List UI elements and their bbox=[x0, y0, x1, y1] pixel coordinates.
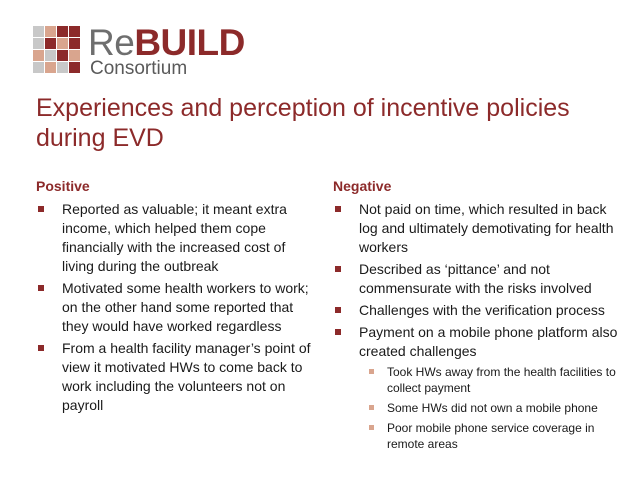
list-item bbox=[333, 200, 628, 257]
sub-list-item-text: Poor mobile phone service coverage in remote areas bbox=[387, 421, 595, 451]
list-item bbox=[36, 279, 314, 336]
sub-list-item bbox=[359, 420, 628, 452]
slide-title: Experiences and perception of incentive policies during EVD bbox=[36, 94, 570, 152]
logo-re: Re bbox=[88, 22, 135, 63]
positive-list bbox=[36, 200, 314, 415]
list-item-text: Reported as valuable; it meant extra income, which helped them cope financially with the increased cost of living during the outbreak bbox=[62, 201, 287, 274]
list-item bbox=[36, 200, 314, 276]
sub-list-item-text: Some HWs did not own a mobile phone bbox=[387, 401, 598, 415]
square-bullet-icon bbox=[335, 307, 341, 313]
square-bullet-icon bbox=[38, 345, 44, 351]
sub-list bbox=[359, 364, 628, 452]
sub-list-item-text: Took HWs away from the health facilities to collect payment bbox=[387, 365, 616, 395]
negative-heading: Negative bbox=[333, 178, 392, 194]
logo-build: BUILD bbox=[134, 22, 245, 63]
list-item bbox=[36, 339, 314, 415]
negative-list bbox=[333, 200, 628, 452]
list-item bbox=[333, 323, 628, 452]
positive-heading: Positive bbox=[36, 178, 90, 194]
list-item-text: Not paid on time, which resulted in back log and ultimately demotivating for health workers bbox=[359, 201, 614, 255]
list-item-text: Described as ‘pittance’ and not commensurate with the risks involved bbox=[359, 261, 592, 296]
list-item-text: Payment on a mobile phone platform also created challenges bbox=[359, 324, 618, 359]
square-bullet-icon bbox=[335, 266, 341, 272]
square-bullet-icon bbox=[38, 206, 44, 212]
small-square-bullet-icon bbox=[369, 369, 374, 374]
logo-subtitle: Consortium bbox=[90, 58, 188, 79]
logo-grid-icon bbox=[33, 26, 81, 74]
square-bullet-icon bbox=[38, 285, 44, 291]
positive-column bbox=[36, 178, 314, 418]
list-item-text: Challenges with the verification process bbox=[359, 302, 605, 318]
list-item-text: From a health facility manager’s point of view it motivated HWs to come back to work including the volunteers not on payroll bbox=[62, 340, 311, 413]
sub-list-item bbox=[359, 364, 628, 396]
small-square-bullet-icon bbox=[369, 405, 374, 410]
negative-column bbox=[333, 178, 628, 456]
list-item-text: Motivated some health workers to work; on the other hand some reported that they would have worked regardless bbox=[62, 280, 309, 334]
logo-wordmark bbox=[88, 24, 245, 62]
sub-list-item bbox=[359, 400, 628, 416]
list-item bbox=[333, 301, 628, 320]
list-item bbox=[333, 260, 628, 298]
small-square-bullet-icon bbox=[369, 425, 374, 430]
square-bullet-icon bbox=[335, 329, 341, 335]
square-bullet-icon bbox=[335, 206, 341, 212]
